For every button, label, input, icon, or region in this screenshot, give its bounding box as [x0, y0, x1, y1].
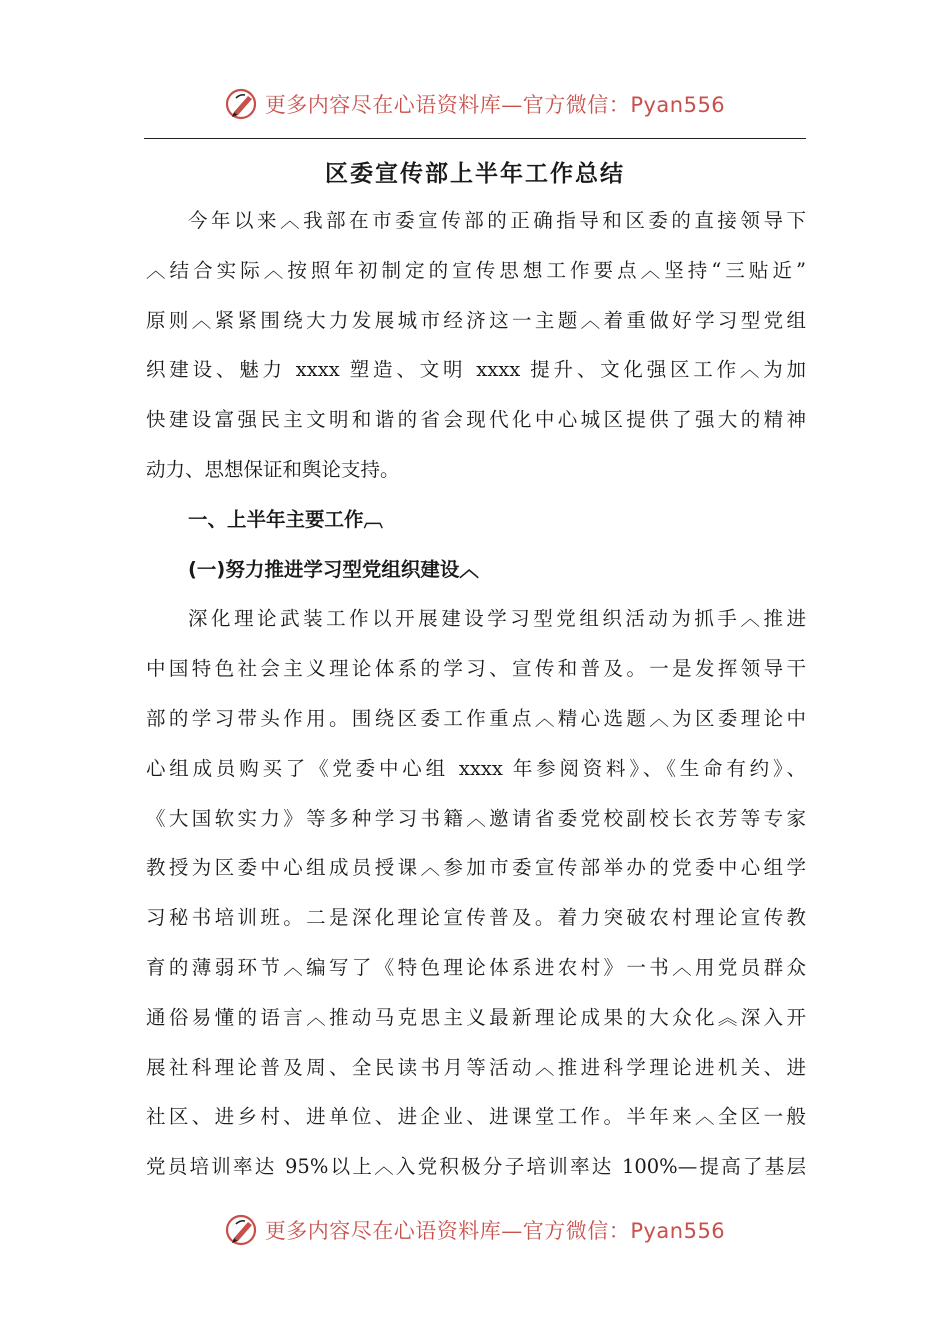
paragraph-line: 深化理论武装工作以开展建设学习型党组织活动为抓手︿推进: [188, 607, 806, 631]
paragraph-line: ︿结合实际︿按照年初制定的宣传思想工作要点︿坚持“三贴近”: [146, 258, 806, 282]
pen-logo-icon: [225, 1213, 259, 1247]
banner-text: 更多内容尽在心语资料库—官方微信：Pyan556: [264, 1219, 726, 1243]
wechat-id: Pyan556: [630, 93, 726, 117]
document-title: 区委宣传部上半年工作总结: [325, 161, 625, 187]
document-body: [146, 196, 806, 1192]
paragraph-line: 部的学习带头作用。围绕区委工作重点︿精心选题︿为区委理论中: [146, 706, 806, 730]
paragraph-line: 原则︿紧紧围绕大力发展城市经济这一主题︿着重做好学习型党组: [146, 308, 806, 332]
paragraph-line: 教授为区委中心组成员授课︿参加市委宣传部举办的党委中心组学: [146, 856, 806, 880]
paragraph-line: 织建设、魅力 xxxx 塑造、文明 xxxx 提升、文化强区工作︿为加: [146, 358, 806, 382]
paragraph-line: 中国特色社会主义理论体系的学习、宣传和普及。一是发挥领导干: [146, 657, 806, 681]
paragraph-line: 通俗易懂的语言︿推动马克思主义最新理论成果的大众化︽深入开: [146, 1005, 806, 1029]
pen-logo-icon: [225, 87, 259, 121]
paragraph-line: 今年以来︿我部在市委宣传部的正确指导和区委的直接领导下: [188, 209, 806, 232]
paragraph-line: 习秘书培训班。二是深化理论宣传普及。着力突破农村理论宣传教: [146, 906, 806, 930]
paragraph-line: 党员培训率达 95%以上︿入党积极分子培训率达 100%—提高了基层: [146, 1155, 806, 1179]
wechat-id: Pyan556: [630, 1219, 726, 1243]
footer-watermark-banner: [0, 1210, 950, 1250]
section-heading: 一、上半年主要工作︹: [188, 507, 384, 531]
banner-text: 更多内容尽在心语资料库—官方微信：Pyan556: [264, 93, 726, 117]
header-divider: [144, 138, 806, 139]
paragraph-line: 快建设富强民主文明和谐的省会现代化中心城区提供了强大的精神: [146, 408, 806, 432]
paragraph-line: 心组成员购买了《党委中心组 xxxx 年参阅资料》、《生命有约》、: [146, 756, 806, 780]
paragraph-line: 社区、进乡村、进单位、进企业、进课堂工作。半年来︿全区一般: [146, 1105, 806, 1129]
paragraph-line: 展社科理论普及周、全民读书月等活动︿推进科学理论进机关、进: [146, 1055, 806, 1079]
subsection-heading: (一)努力推进学习型党组织建设︿: [188, 557, 479, 581]
paragraph-line: 育的薄弱环节︿编写了《特色理论体系进农村》一书︿用党员群众: [146, 955, 806, 979]
header-watermark-banner: [0, 84, 950, 124]
paragraph-line: 动力、思想保证和舆论支持。: [146, 457, 400, 481]
paragraph-line: 《大国软实力》等多种学习书籍︿邀请省委党校副校长衣芳等专家: [146, 806, 806, 830]
